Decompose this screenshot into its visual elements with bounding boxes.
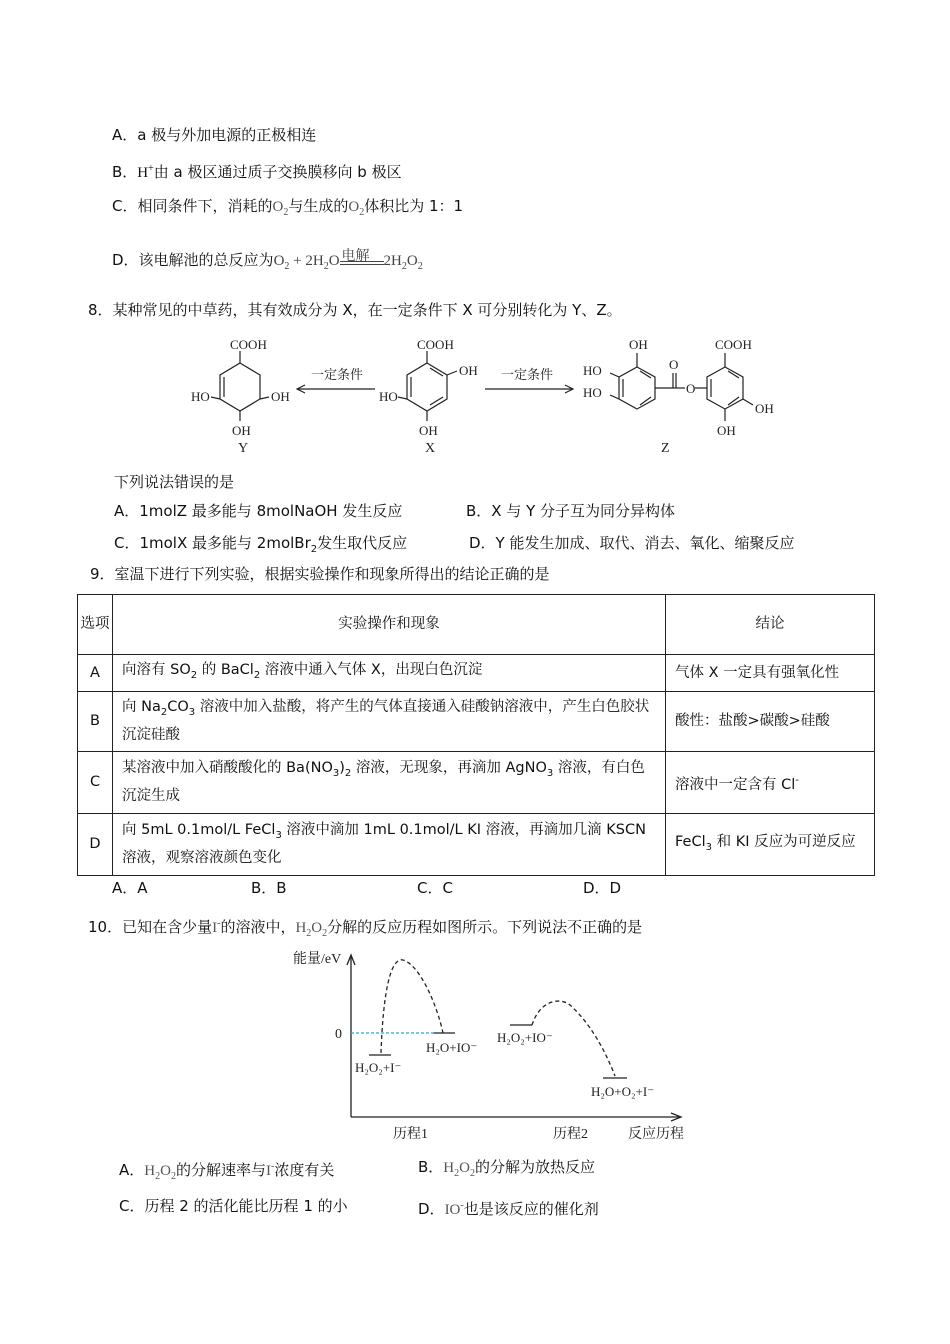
oh-label: OH: [419, 423, 438, 438]
arrow-label-left: 一定条件: [311, 367, 364, 382]
q8-reaction-scheme: [185, 335, 795, 460]
state-label: H₂O₂+I⁻: [355, 1060, 402, 1075]
table-row: [78, 814, 875, 876]
header-conclusion: 结论: [666, 595, 875, 655]
x-axis-label: 反应历程: [628, 1127, 684, 1142]
table-row: [78, 692, 875, 752]
row-option: C: [78, 752, 113, 814]
oh-label: OH: [717, 423, 736, 438]
cooh-label: COOH: [417, 337, 454, 352]
experiment-table: [77, 594, 875, 876]
o2-formula: $O_2$: [348, 199, 365, 218]
h2o2-formula: $H_2O_2$: [443, 1160, 475, 1179]
ho-label: HO: [379, 389, 398, 404]
q7-option-d: D．该电解池的总反应为$O_2 + 2H_2O$ 电解 $2H_2O_2$: [112, 249, 423, 278]
q8-option-b: B．X 与 Y 分子互为同分异构体: [466, 502, 676, 520]
o2-formula: $O_2$: [272, 199, 289, 218]
ester-o-label: O: [669, 357, 679, 372]
iodide-formula: I-: [212, 918, 221, 936]
q8-option-c: C．1molX 最多能与 2molBr$_2$发生取代反应: [114, 534, 408, 555]
row-conclusion: 溶液中一定含有 Cl-: [666, 752, 875, 814]
row-operation: 向 5mL 0.1mol/L FeCl$_3$ 溶液中滴加 1mL 0.1mol/L KI 溶液，再滴加几滴 KSCN 溶液，观察溶液颜色变化: [113, 814, 666, 876]
label-x: X: [425, 441, 436, 456]
state-label: H₂O+IO⁻: [426, 1040, 478, 1055]
q9-choice-a: A．A: [112, 879, 148, 897]
header-option: 选项: [78, 595, 113, 655]
row-conclusion: 气体 X 一定具有强氧化性: [666, 655, 875, 692]
electrolysis-condition: 电解: [341, 248, 370, 264]
q10-option-d: D．IO-也是该反应的催化剂: [418, 1200, 599, 1218]
q8-ask: 下列说法错误的是: [114, 473, 235, 491]
label-y: Y: [238, 441, 249, 456]
q9-stem: 9．室温下进行下列实验，根据实验操作和现象所得出的结论正确的是: [90, 565, 550, 583]
header-operation: 实验操作和现象: [113, 595, 666, 655]
q7-option-b: [112, 158, 402, 184]
ho-label: HO: [191, 389, 210, 404]
state-label: H₂O+O₂+I⁻: [591, 1084, 655, 1099]
row-option: A: [78, 655, 113, 692]
h2o2-formula: $H_2O_2$: [295, 920, 328, 939]
row-operation: 向 $Na_2CO_3$ 溶液中加入盐酸，将产生的气体直接通入硅酸钠溶液中，产生白色胶状沉淀硅酸: [113, 692, 666, 752]
row-option: D: [78, 814, 113, 876]
path1-label: 历程1: [393, 1127, 428, 1142]
arrow-label-right: 一定条件: [501, 367, 554, 382]
q8-option-d: D．Y 能发生加成、取代、消去、氧化、缩聚反应: [469, 534, 795, 552]
iodate-formula: IO-: [444, 1200, 464, 1218]
y-axis-label: 能量/eV: [293, 952, 342, 967]
h-plus-formula: H+: [137, 163, 154, 181]
q10-option-a: A．$H_2O_2$的分解速率与I-浓度有关: [119, 1161, 335, 1182]
table-row: [78, 655, 875, 692]
ho-label: HO: [583, 363, 602, 378]
ester-o-label: O: [686, 381, 696, 396]
cooh-label: COOH: [230, 337, 267, 352]
q10-option-c: C．历程 2 的活化能比历程 1 的小: [119, 1197, 348, 1215]
oh-label: OH: [755, 401, 774, 416]
q9-choice-d: D．D: [583, 879, 622, 897]
row-operation: 某溶液中加入硝酸酸化的 $Ba(NO_3)_2$ 溶液，无现象，再滴加 AgNO$_3$ 溶液，有白色沉淀生成: [113, 752, 666, 814]
zero-label: 0: [335, 1027, 342, 1042]
table-header-row: [78, 595, 875, 655]
q7-option-b-prefix: B．: [112, 163, 138, 181]
q7-option-a: A．a 极与外加电源的正极相连: [112, 126, 317, 144]
h2o2-formula: $H_2O_2$: [144, 1163, 176, 1182]
q8-stem: 8．某种常见的中草药，其有效成分为 X，在一定条件下 X 可分别转化为 Y、Z。: [88, 301, 622, 319]
oh-label: OH: [232, 423, 251, 438]
oh-label: OH: [271, 389, 290, 404]
q10-stem: 10．已知在含少量I-的溶液中，$H_2O_2$分解的反应历程如图所示。下列说法不正确的是: [88, 918, 643, 939]
label-z: Z: [661, 441, 670, 456]
path2-label: 历程2: [553, 1127, 588, 1142]
electrolysis-equation: $O_2 + 2H_2O$ 电解 $2H_2O_2$: [274, 253, 423, 269]
oh-label: OH: [629, 337, 648, 352]
energy-profile-diagram: [285, 945, 705, 1145]
table-row: [78, 752, 875, 814]
q7-option-c: C．相同条件下，消耗的$O_2$与生成的$O_2$体积比为 1：1: [112, 197, 464, 218]
iodide-formula: I-: [265, 1161, 275, 1179]
row-option: B: [78, 692, 113, 752]
ho-label: HO: [583, 385, 602, 400]
q9-choice-b: B．B: [251, 879, 287, 897]
row-conclusion: 酸性：盐酸>碳酸>硅酸: [666, 692, 875, 752]
row-operation: 向溶有 $SO_2$ 的 BaCl$_2$ 溶液中通入气体 X，出现白色沉淀: [113, 655, 666, 692]
q8-option-a: A．1molZ 最多能与 8molNaOH 发生反应: [114, 502, 403, 520]
q10-option-b: B．$H_2O_2$的分解为放热反应: [418, 1158, 595, 1179]
state-label: H₂O₂+IO⁻: [497, 1030, 553, 1045]
oh-label: OH: [459, 363, 478, 378]
q7-option-b-text: 由 a 极区通过质子交换膜移向 b 极区: [153, 163, 402, 181]
row-conclusion: FeCl$_3$ 和 KI 反应为可逆反应: [666, 814, 875, 876]
cooh-label: COOH: [715, 337, 752, 352]
q9-choice-c: C．C: [417, 879, 453, 897]
